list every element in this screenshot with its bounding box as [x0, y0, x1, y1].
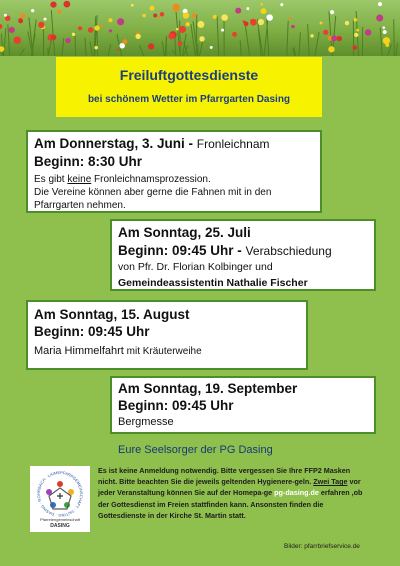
- service-card-3: [26, 300, 308, 370]
- logo-ring-text: PFARRGEMEINSCHAFT · TAITING · DASING · ROHRBACH · LAIME: [35, 469, 84, 519]
- service-time: Beginn: 09:45 Uhr - Verabschiedung: [118, 243, 332, 258]
- homepage-link[interactable]: pg-dasing.de: [274, 488, 319, 498]
- page-subtitle: bei schönem Wetter im Pfarrgarten Dasing: [87, 94, 291, 105]
- service-note: Bergmesse: [118, 416, 174, 428]
- service-card-1: [26, 130, 322, 213]
- service-card-4: [110, 376, 376, 434]
- page-title: Freiluftgottesdienste: [119, 67, 259, 83]
- service-date: Am Donnerstag, 3. Juni - Fronleichnam: [34, 136, 270, 151]
- image-credit: Bilder: pfarrbriefservice.de: [284, 543, 360, 550]
- parish-logo: [30, 466, 90, 532]
- service-time: Beginn: 8:30 Uhr: [34, 154, 143, 169]
- flower-meadow-image: [0, 0, 400, 56]
- people-icon: [46, 481, 74, 509]
- service-date: Am Sonntag, 15. August: [34, 307, 190, 322]
- pastors-heading: Eure Seelsorger der PG Dasing: [118, 444, 273, 456]
- service-note: von Pfr. Dr. Florian Kolbinger und Gemeindeassistentin Nathalie Fischer: [118, 261, 308, 289]
- service-date: Am Sonntag, 25. Juli: [118, 225, 251, 240]
- logo-label-top: Pfarreiengemeinschaft: [39, 517, 81, 522]
- service-note: Es gibt keine Fronleichnamsprozession. Die Vereine können aber gerne die Fahnen mit in den Pfarrgarten nehmen.: [34, 174, 272, 211]
- service-card-2: [110, 219, 376, 291]
- title-banner: [56, 57, 322, 117]
- service-time: Beginn: 09:45 Uhr: [34, 324, 150, 339]
- info-text: Es ist keine Anmeldung notwendig. Bitte vergessen Sie Ihre FFP2 Masken nicht. Bitte beachten Sie die jeweils geltenden Hygienere-geln. Zwei Tage vor jeder Veranstaltung können Sie auf der Homepa-ge pg-dasing.de erfahren ,ob der Gottesdienst im Freien stattfinden kann. Ansonsten finden die Gottesdienste in der Kirche St. Martin statt.: [98, 466, 363, 520]
- service-time: Beginn: 09:45 Uhr: [118, 398, 234, 413]
- service-date: Am Sonntag, 19. September: [118, 381, 298, 396]
- logo-label-bottom: DASING: [50, 523, 70, 529]
- service-note: Maria Himmelfahrt mit Kräuterweihe: [34, 345, 202, 357]
